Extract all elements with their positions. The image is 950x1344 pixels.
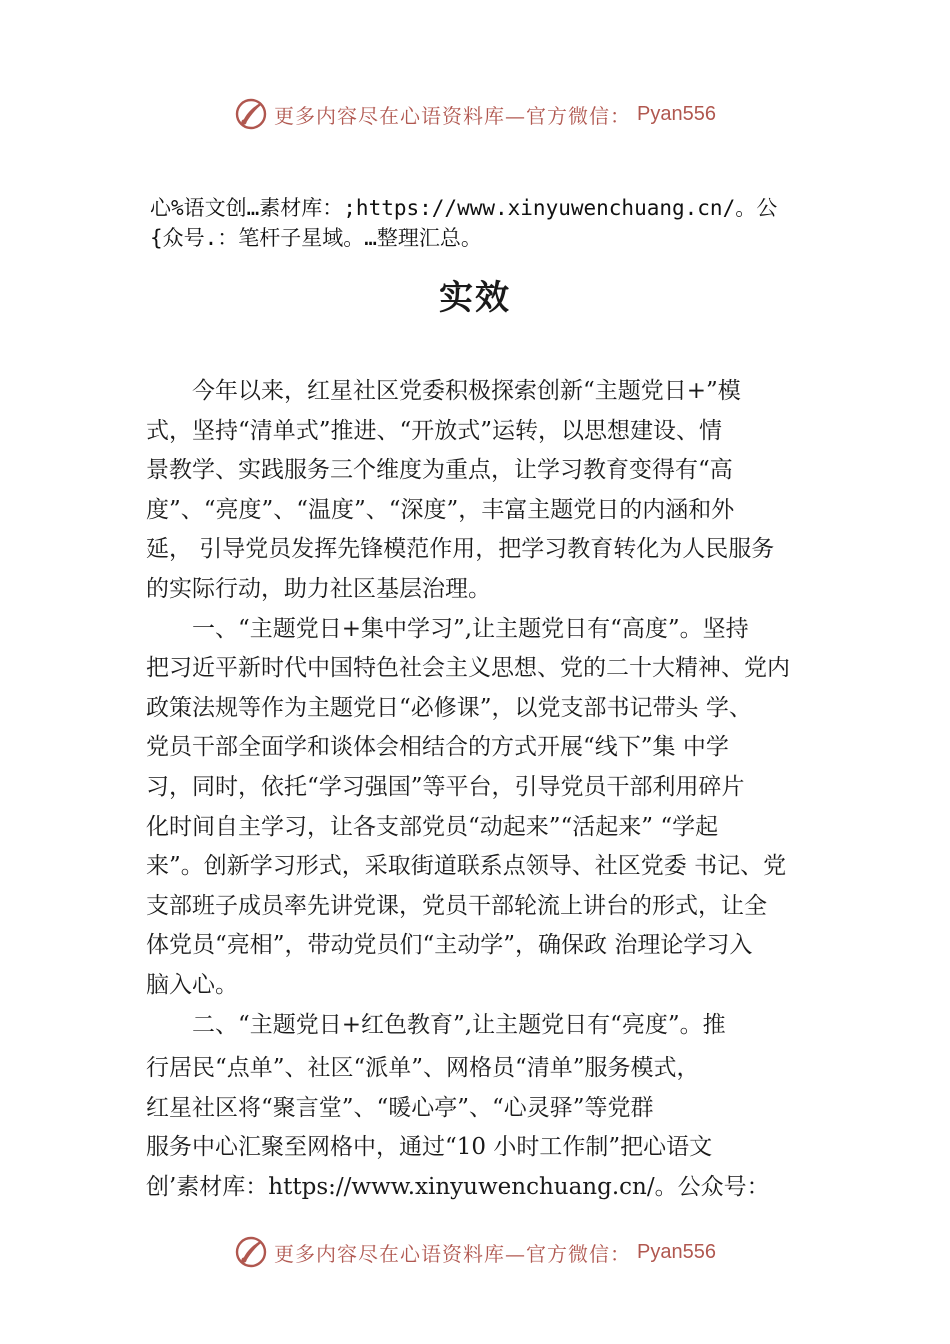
body-line: 习，同时，依托“学习强国”等平台，引导党员干部利用碎片 [146,773,745,800]
body-line: 创’素材库：https://www.xinyuwenchuang.cn/。公众号： [146,1173,770,1200]
body-line: 服务中心汇聚至网格中，通过“10 小时工作制”把心语文 [146,1134,713,1161]
body-line: 把习近平新时代中国特色社会主义思想、党的二十大精神、党内 [146,655,790,682]
brush-logo-icon [234,1235,268,1269]
body-line: 式，坚持“清单式”推进、“开放式”运转，以思想建设、情 [146,417,723,444]
banner-wechat-id: Pyan556 [637,102,716,125]
body-line: 二、“主题党日+红色教育”,让主题党日有“亮度”。推 [146,1011,726,1038]
body-line: 的实际行动，助力社区基层治理。 [146,575,491,602]
body-line: 延， 引导党员发挥先锋模范作用，把学习教育转化为人民服务 [146,536,775,563]
body-line: 红星社区将“聚言堂”、“暖心亭”、“心灵驿”等党群 [146,1094,654,1121]
body-line: 一、“主题党日+集中学习”,让主题党日有“高度”。坚持 [146,615,749,642]
header-banner [0,94,950,134]
body-line: 景教学、实践服务三个维度为重点，让学习教育变得有“高 [146,457,733,484]
source-note-line: 心%语文创…素材库：;https://www.xinyuwenchuang.cn/。公 [150,196,778,220]
banner-wechat-id: Pyan556 [637,1240,716,1263]
footer-banner [0,1232,950,1272]
banner-text: 更多内容尽在心语资料库—官方微信： [274,103,632,128]
source-note-line: {众号.：笔杆子星域。…整理汇总。 [150,226,482,250]
source-note [150,193,850,253]
body-line: 支部班子成员率先讲党课，党员干部轮流上讲台的形式，让全 [146,892,767,919]
body-line: 化时间自主学习，让各支部党员“动起来”“活起来” “学起 [146,813,719,840]
brush-logo-icon [234,97,268,131]
body-line: 党员干部全面学和谈体会相结合的方式开展“线下”集 中学 [146,734,729,761]
body-line: 政策法规等作为主题党日“必修课”，以党支部书记带头 学、 [146,694,752,721]
body-line: 度”、“亮度”、“温度”、“深度”，丰富主题党日的内涵和外 [146,496,735,523]
document-title: 实效 [439,278,511,318]
body-line: 行居民“点单”、社区“派单”、网格员“清单”服务模式， [146,1055,700,1082]
document-body [146,372,846,1207]
body-line: 来”。创新学习形式，采取街道联系点领导、社区党委 书记、党 [146,853,787,880]
banner-text: 更多内容尽在心语资料库—官方微信： [274,1241,632,1266]
body-line: 今年以来，红星社区党委积极探索创新“主题党日+”模 [146,378,741,404]
body-line: 脑入心。 [146,971,238,998]
body-line: 体党员“亮相”，带动党员们“主动学”，确保政 治理论学习入 [146,932,753,959]
